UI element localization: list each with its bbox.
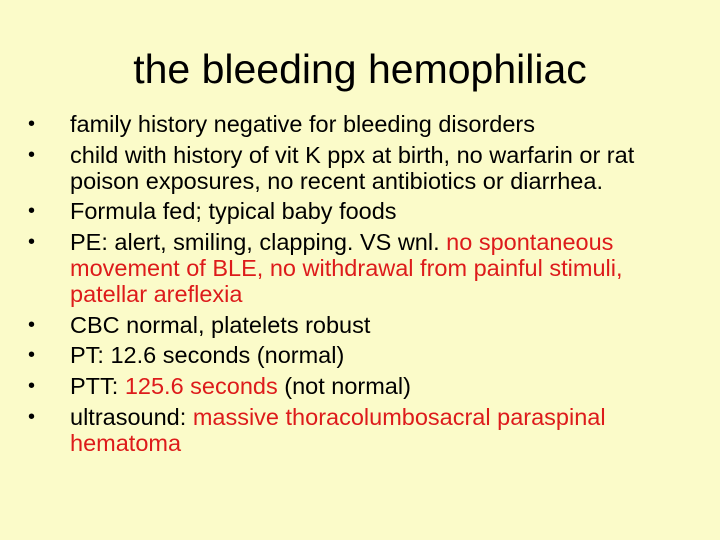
bullet-item (28, 405, 698, 457)
bullet-highlight-text: 125.6 seconds (124, 373, 278, 400)
bullet-highlight-text: massive thoracolumbosacral paraspinal hematoma (70, 403, 606, 456)
bullet-list (28, 112, 698, 462)
bullet-text: (not normal) (277, 373, 411, 400)
bullet-item (28, 199, 698, 225)
slide-title: the bleeding hemophiliac (133, 46, 587, 92)
bullet-text: PE: alert, smiling, clapping. VS wnl. (70, 229, 447, 256)
bullet-item (28, 112, 698, 138)
bullet-item (28, 374, 698, 400)
bullet-text: CBC normal, platelets robust (70, 311, 371, 338)
bullet-icon: • (28, 344, 36, 367)
bullet-icon: • (28, 231, 36, 254)
bullet-item (28, 143, 698, 195)
bullet-text: Formula fed; typical baby foods (70, 198, 397, 225)
bullet-text: PT: 12.6 seconds (normal) (70, 342, 345, 369)
bullet-text: child with history of vit K ppx at birth, no warfarin or rat poison exposures, no recent antibiotics or diarrhea. (70, 141, 635, 194)
bullet-text: family history negative for bleeding disorders (70, 111, 536, 137)
bullet-highlight-text: no spontaneous movement of BLE, no withdrawal from painful stimuli, patellar areflexia (70, 229, 623, 307)
bullet-icon: • (28, 405, 36, 428)
bullet-item (28, 313, 698, 339)
bullet-icon: • (28, 313, 36, 336)
bullet-icon: • (28, 143, 36, 166)
bullet-icon: • (28, 375, 36, 398)
bullet-icon: • (28, 200, 36, 223)
bullet-item (28, 230, 698, 307)
bullet-icon: • (28, 113, 36, 135)
bullet-text: PTT: (70, 373, 125, 400)
bullet-item (28, 343, 698, 369)
bullet-text: ultrasound: (70, 403, 193, 430)
